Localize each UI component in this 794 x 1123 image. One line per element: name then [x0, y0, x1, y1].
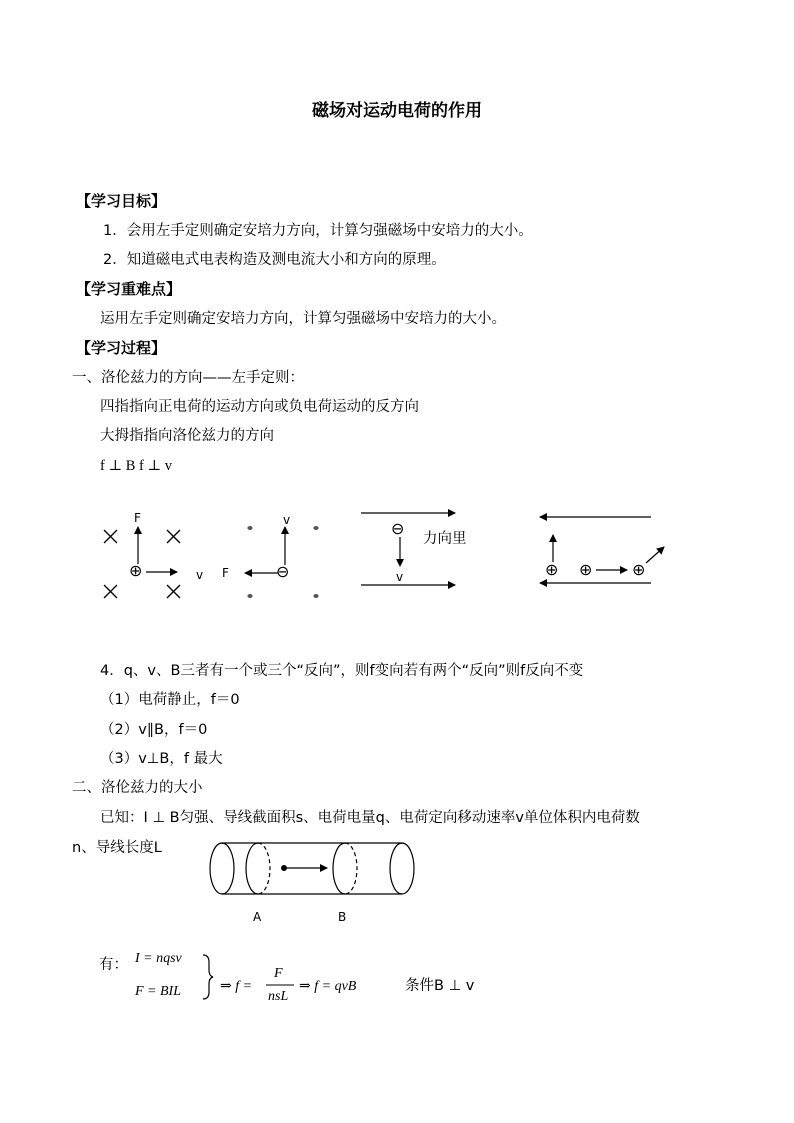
equation-brace: [203, 955, 213, 999]
key-points-text: 运用左手定则确定安培力方向，计算匀强磁场中安培力的大小。: [100, 311, 506, 327]
goals-header: 【学习目标】: [76, 192, 167, 210]
part2-known-line-2: n、导线长度L: [72, 840, 162, 856]
case-2: （2）v∥B，f＝0: [100, 722, 208, 738]
cross-section-label-a: A: [253, 910, 262, 924]
moving-charge-dot: [281, 865, 287, 871]
d3-negative-charge: ⊖: [391, 519, 405, 538]
d1-positive-charge: ⊕: [129, 561, 143, 580]
has-label: 有：: [99, 957, 128, 973]
case-3: （3）v⊥B，f 最大: [100, 751, 223, 767]
page-title: 磁场对运动电荷的作用: [312, 101, 482, 121]
d1-velocity-label: v: [196, 568, 204, 582]
goal-item-1: 1．会用左手定则确定安培力方向，计算匀强磁场中安培力的大小。: [103, 223, 533, 239]
equation-ampere-force: F = BIL: [135, 984, 181, 999]
rule-4: 4．q、v、B三者有一个或三个“反向”，则f变向若有两个“反向”则f反向不变: [100, 663, 584, 679]
d2-velocity-label: v: [283, 513, 291, 527]
key-points-header: 【学习重难点】: [76, 280, 182, 298]
goal-item-2: 2．知道磁电式电表构造及测电流大小和方向的原理。: [103, 252, 446, 268]
fraction-denominator: nsL: [268, 989, 289, 1004]
velocity-arrow-diagonal: [646, 547, 664, 563]
d4-charge-3: ⊕: [632, 560, 646, 579]
conductor-cylinder: [210, 843, 414, 894]
condition-b-perp-v: 条件B ⊥ v: [405, 978, 475, 994]
part1-line-thumb: 大拇指指向洛伦兹力的方向: [100, 428, 274, 444]
process-header: 【学习过程】: [76, 339, 167, 357]
d1-force-label: F: [134, 511, 141, 525]
d3-velocity-label: v: [396, 570, 404, 584]
part2-heading: 二、洛伦兹力的大小: [72, 780, 203, 796]
equation-current: I = nqsv: [135, 951, 182, 966]
cross-section-label-b: B: [338, 910, 347, 924]
case-1: （1）电荷静止，f＝0: [100, 692, 240, 708]
d3-force-inward-note: 力向里: [423, 531, 467, 547]
part1-line-fingers: 四指指向正电荷的运动方向或负电荷运动的反方向: [100, 399, 419, 415]
part2-known-line-1: 已知：I ⊥ B匀强、导线截面积s、电荷电量q、电荷定向移动速率v单位体积内电荷数: [100, 810, 640, 826]
implies-f: ⇒ f =: [220, 979, 253, 994]
result-f-qvb: ⇒ f = qvB: [299, 979, 357, 994]
d2-negative-charge: ⊖: [276, 562, 290, 581]
d4-charge-2: ⊕: [579, 560, 593, 579]
part1-heading: 一、洛伦兹力的方向——左手定则：: [72, 370, 304, 386]
part1-perpendicular-relations: f ⊥ B f ⊥ v: [100, 458, 172, 474]
fraction-numerator: F: [274, 966, 283, 981]
d2-force-label: F: [222, 566, 229, 580]
d4-charge-1: ⊕: [545, 560, 559, 579]
